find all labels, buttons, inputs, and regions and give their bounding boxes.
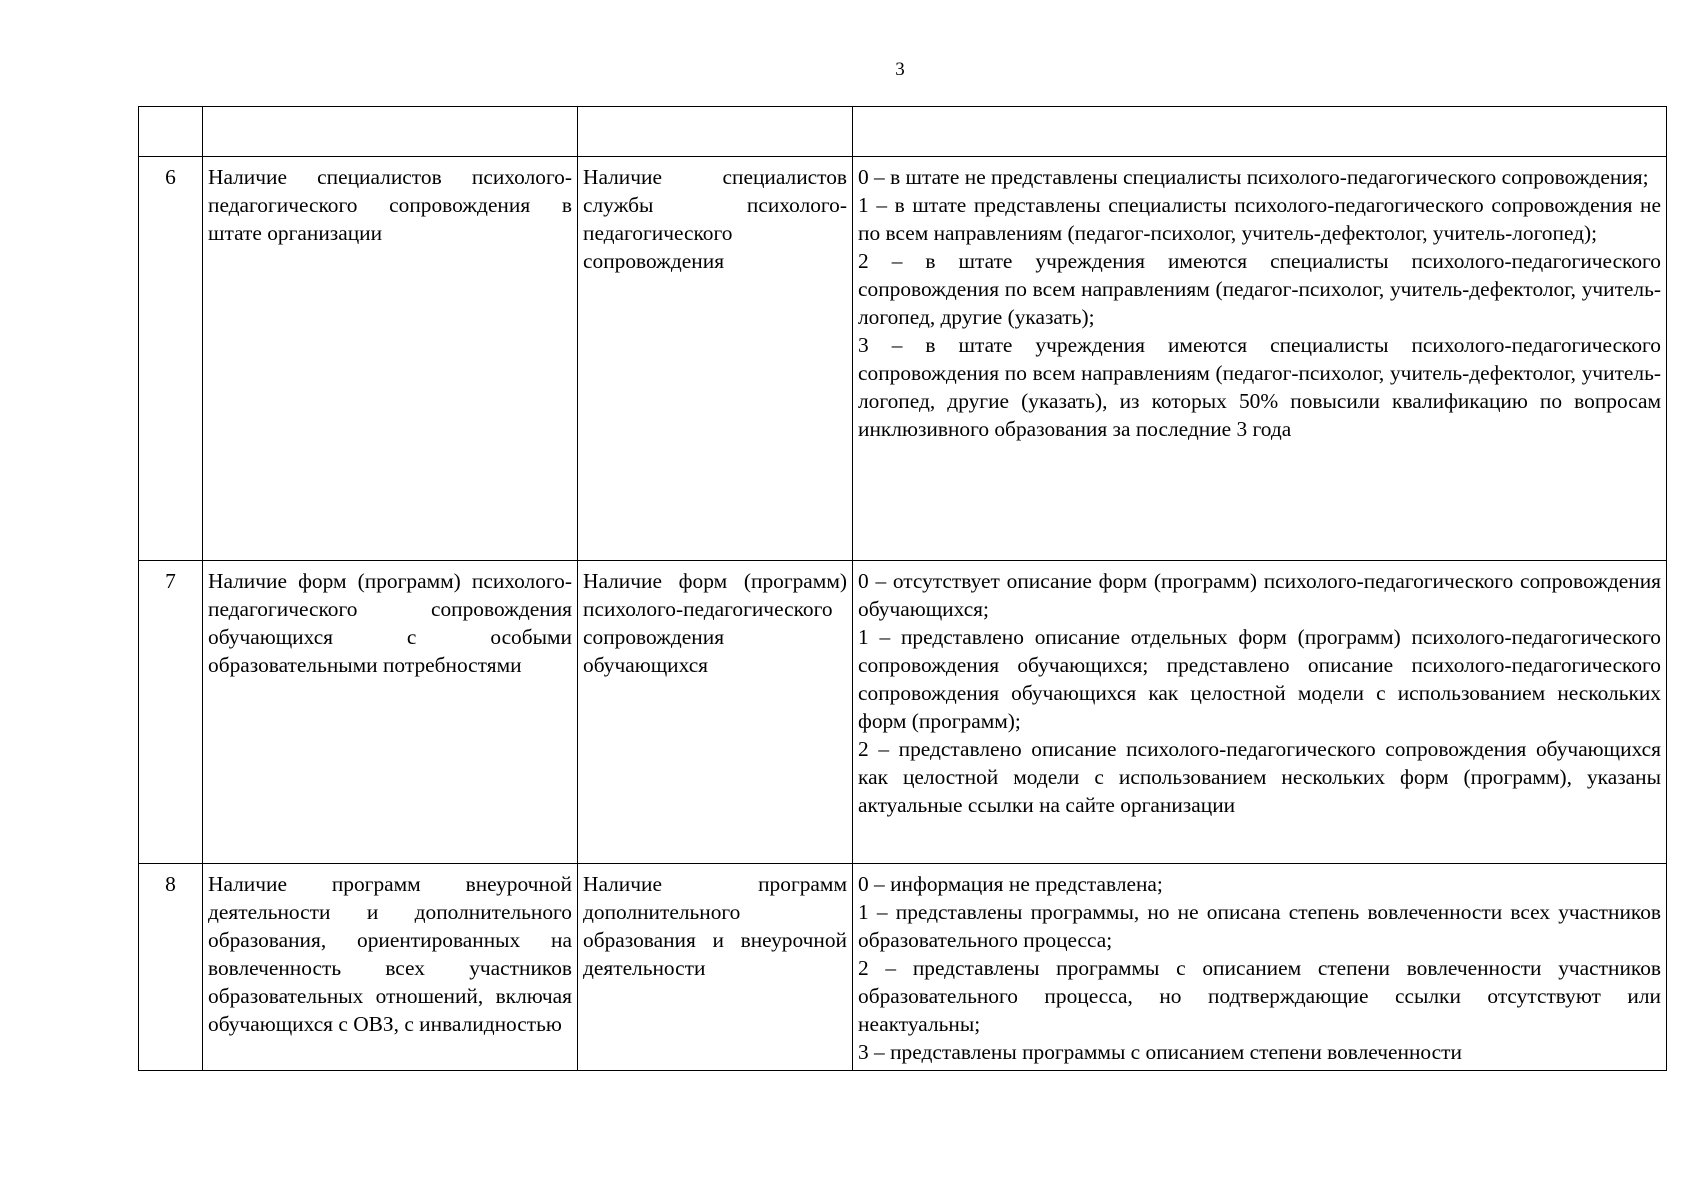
criteria-table (138, 106, 1667, 1071)
row-number: 6 (139, 157, 203, 561)
criterion-cell: Наличие форм (программ) психолого-педагогического сопровождения обучающихся с особыми образовательными потребностями (203, 561, 578, 864)
scale-cell (853, 561, 1667, 864)
scale-cell (853, 864, 1667, 1071)
header-cell-criterion (203, 107, 578, 157)
indicator-cell: Наличие форм (программ) психолого-педагогического сопровождения обучающихся (578, 561, 853, 864)
scale-item: 0 – в штате не представлены специалисты психолого-педагогического сопровождения; (858, 165, 1649, 189)
table-row (139, 561, 1667, 864)
indicator-cell: Наличие специалистов службы психолого-педагогического сопровождения (578, 157, 853, 561)
header-cell-number (139, 107, 203, 157)
criterion-cell: Наличие программ внеурочной деятельности и дополнительного образования, ориентированных на вовлеченность всех участников образовательных отношений, включая обучающихся с ОВЗ, с инвалидностью (203, 864, 578, 1071)
table-row (139, 864, 1667, 1071)
table-row (139, 157, 1667, 561)
row-number: 8 (139, 864, 203, 1071)
criterion-cell: Наличие специалистов психолого-педагогического сопровождения в штате организации (203, 157, 578, 561)
scale-item: 2 – представлены программы с описанием степени вовлеченности участников образовательного процесса, но подтверждающие ссылки отсутствуют или неактуальны; (858, 956, 1661, 1036)
scale-item: 3 – представлены программы с описанием степени вовлеченности (858, 1040, 1462, 1064)
table-header-row (139, 107, 1667, 157)
header-cell-indicator (578, 107, 853, 157)
scale-item: 1 – представлено описание отдельных форм (программ) психолого-педагогического сопровождения обучающихся; представлено описание психолого-педагогического сопровождения обучающихся как целостной модели с использованием нескольких форм (программ); (858, 625, 1661, 733)
indicator-cell: Наличие программ дополнительного образования и внеурочной деятельности (578, 864, 853, 1071)
page-number: 3 (895, 59, 905, 80)
scale-item: 2 – представлено описание психолого-педагогического сопровождения обучающихся как целостной модели с использованием нескольких форм (программ), указаны актуальные ссылки на сайте организации (858, 737, 1661, 817)
scale-item: 1 – в штате представлены специалисты психолого-педагогического сопровождения не по всем направлениям (педагог-психолог, учитель-дефектолог, учитель-логопед); (858, 193, 1661, 245)
header-cell-scale (853, 107, 1667, 157)
scale-item: 1 – представлены программы, но не описана степень вовлеченности всех участников образовательного процесса; (858, 900, 1661, 952)
scale-item: 2 – в штате учреждения имеются специалисты психолого-педагогического сопровождения по всем направлениям (педагог-психолог, учитель-дефектолог, учитель-логопед, другие (указать); (858, 249, 1661, 329)
scale-item: 0 – информация не представлена; (858, 872, 1163, 896)
scale-cell (853, 157, 1667, 561)
row-number: 7 (139, 561, 203, 864)
scale-item: 0 – отсутствует описание форм (программ) психолого-педагогического сопровождения обучающихся; (858, 569, 1661, 621)
scale-item: 3 – в штате учреждения имеются специалисты психолого-педагогического сопровождения по всем направлениям (педагог-психолог, учитель-дефектолог, учитель-логопед, другие (указать), из которых 50% повысили квалификацию по вопросам инклюзивного образования за последние 3 года (858, 333, 1661, 441)
